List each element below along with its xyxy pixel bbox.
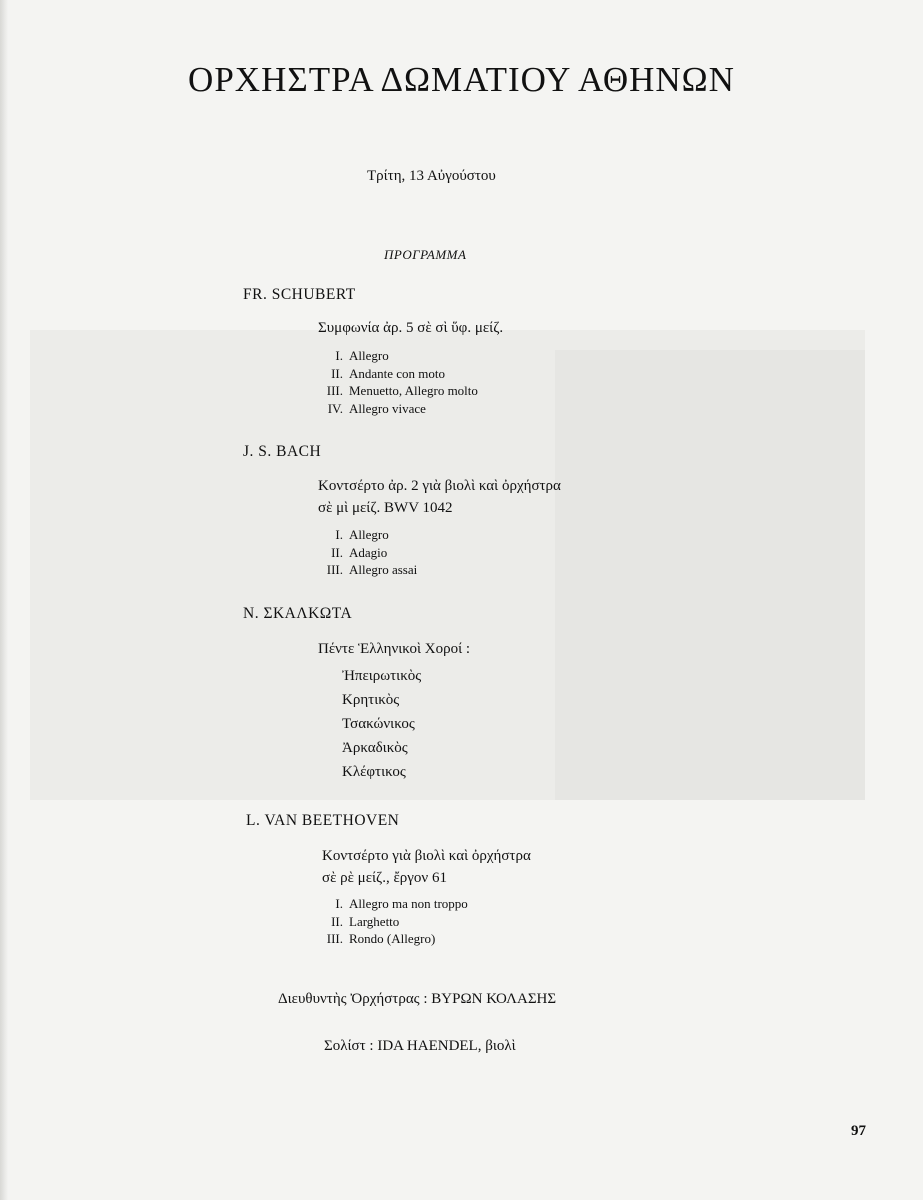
page-title: ΟΡΧΗΣΤΡΑ ΔΩΜΑΤΙΟΥ ΑΘΗΝΩΝ — [188, 60, 735, 99]
page-edge-shadow — [0, 0, 8, 1200]
concert-date: Τρίτη, 13 Αὐγούστου — [367, 168, 496, 184]
movement-item: II. Larghetto — [331, 913, 400, 929]
movement-item: III. Rondo (Allegro) — [326, 931, 436, 946]
movement-item: II. Andante con moto — [331, 365, 446, 381]
work-skalkotas: Πέντε Ἑλληνικοὶ Χοροί : — [318, 641, 471, 657]
movement-item: I. Allegro ma non troppo — [335, 896, 468, 911]
dance-item: Κλέφτικος — [342, 764, 406, 780]
movement-list-beethoven — [312, 895, 468, 948]
composer-schubert: FR. SCHUBERT — [243, 286, 356, 303]
composer-bach: J. S. BACH — [243, 443, 322, 460]
work-bach-line1: Κοντσέρτο ἀρ. 2 γιὰ βιολὶ καὶ ὀρχήστρα — [318, 478, 561, 494]
movement-list-bach — [312, 526, 417, 579]
movement-item: I. Allegro — [335, 527, 389, 542]
dance-list — [342, 664, 421, 784]
show-through-portrait — [555, 350, 865, 800]
movement-item: I. Allegro — [335, 348, 389, 363]
movement-item: II. Adagio — [331, 544, 388, 560]
dance-item: Κρητικὸς — [342, 692, 400, 708]
dance-item: Τσακώνικος — [342, 716, 415, 732]
movement-item: III. Menuetto, Allegro molto — [326, 383, 478, 398]
movement-list-schubert — [312, 347, 478, 417]
work-bach-line2: σὲ μὶ μείζ. BWV 1042 — [318, 500, 453, 516]
dance-item: Ἀρκαδικὸς — [342, 740, 408, 756]
soloist-credit: Σολίστ : IDA HAENDEL, βιολὶ — [324, 1038, 516, 1054]
movement-item: III. Allegro assai — [326, 562, 418, 577]
conductor-credit: Διευθυντὴς Ὀρχήστρας : ΒΥΡΩΝ ΚΟΛΑΣΗΣ — [278, 991, 557, 1007]
work-beethoven-line1: Κοντσέρτο γιὰ βιολὶ καὶ ὀρχήστρα — [322, 848, 531, 864]
work-beethoven-line2: σὲ ρὲ μείζ., ἔργον 61 — [322, 870, 447, 886]
composer-skalkotas: Ν. ΣΚΑΛΚΩΤΑ — [243, 605, 353, 622]
program-heading: ΠΡΟΓΡΑΜΜΑ — [384, 247, 467, 262]
movement-item: IV. Allegro vivace — [327, 400, 426, 416]
dance-item: Ἠπειρωτικὸς — [342, 668, 422, 684]
composer-beethoven: L. VAN BEETHOVEN — [246, 812, 400, 829]
page-number: 97 — [851, 1123, 866, 1139]
work-schubert: Συμφωνία ἀρ. 5 σὲ σὶ ὕφ. μείζ. — [318, 320, 504, 336]
